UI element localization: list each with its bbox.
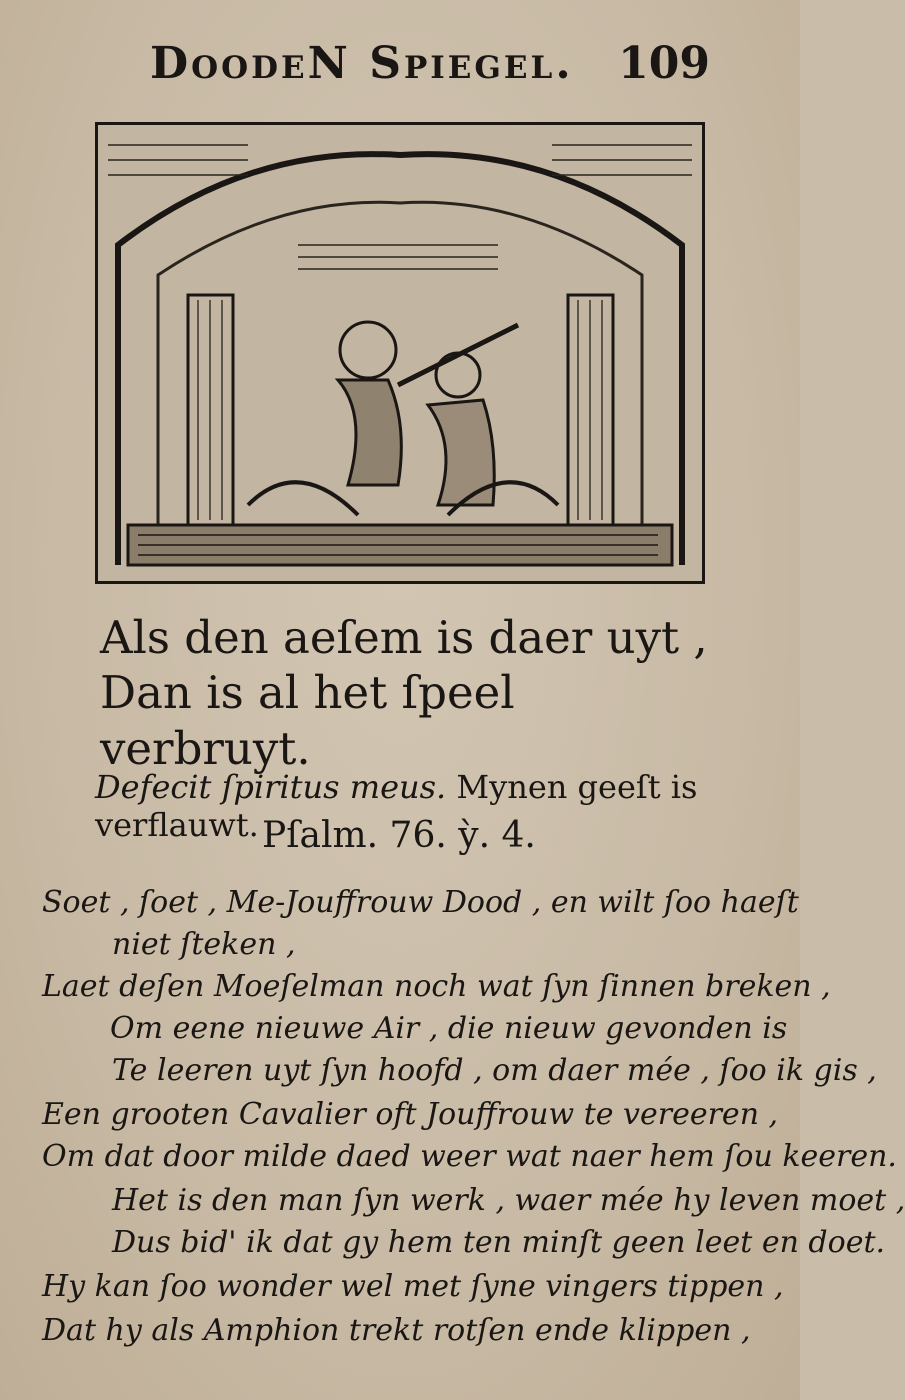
citation-latin: Defecit ſpiritus meus.: [95, 768, 447, 806]
engraving-illustration: [95, 122, 705, 584]
poem-line: Soet , ſoet , Me-Jouffrouw Dood , en wilt ſoo haeſt: [42, 885, 799, 920]
poem-line: Te leeren uyt ſyn hoofd , om daer mée , ſoo ik gis ,: [112, 1053, 877, 1088]
poem-line: Het is den man ſyn werk , waer mée hy leven moet ,: [112, 1183, 905, 1218]
running-title: DoodeN Spiegel.: [150, 38, 574, 89]
psalm-reference: Pſalm. 76. ỳ. 4.: [262, 815, 536, 856]
motto-line-1: Als den aeſem is daer uyt ,: [100, 611, 708, 664]
poem-line: Hy kan ſoo wonder wel met ſyne vingers tippen ,: [42, 1269, 784, 1304]
citation-dutch: Mynen geeſt is verflauwt.: [95, 768, 698, 844]
poem-line: Dat hy als Amphion trekt rotſen ende klippen ,: [42, 1313, 751, 1348]
poem-line: niet ſteken ,: [112, 927, 296, 962]
page-number: 109: [618, 38, 710, 89]
poem-line: Dus bid' ik dat gy hem ten minſt geen leet en doet.: [112, 1225, 886, 1260]
motto-line-2: Dan is al het ſpeel verbruyt.: [100, 666, 515, 775]
poem-line: Een grooten Cavalier oft Jouffrouw te vereeren ,: [42, 1097, 779, 1132]
poem-line: Om dat door milde daed weer wat naer hem ſou keeren.: [42, 1139, 897, 1174]
engraving-drawing: [98, 125, 702, 581]
poem-line: Laet deſen Moeſelman noch wat ſyn ſinnen breken ,: [42, 969, 831, 1004]
poem-line: Om eene nieuwe Air , die nieuw gevonden is: [110, 1011, 788, 1046]
page-header: [150, 38, 710, 98]
